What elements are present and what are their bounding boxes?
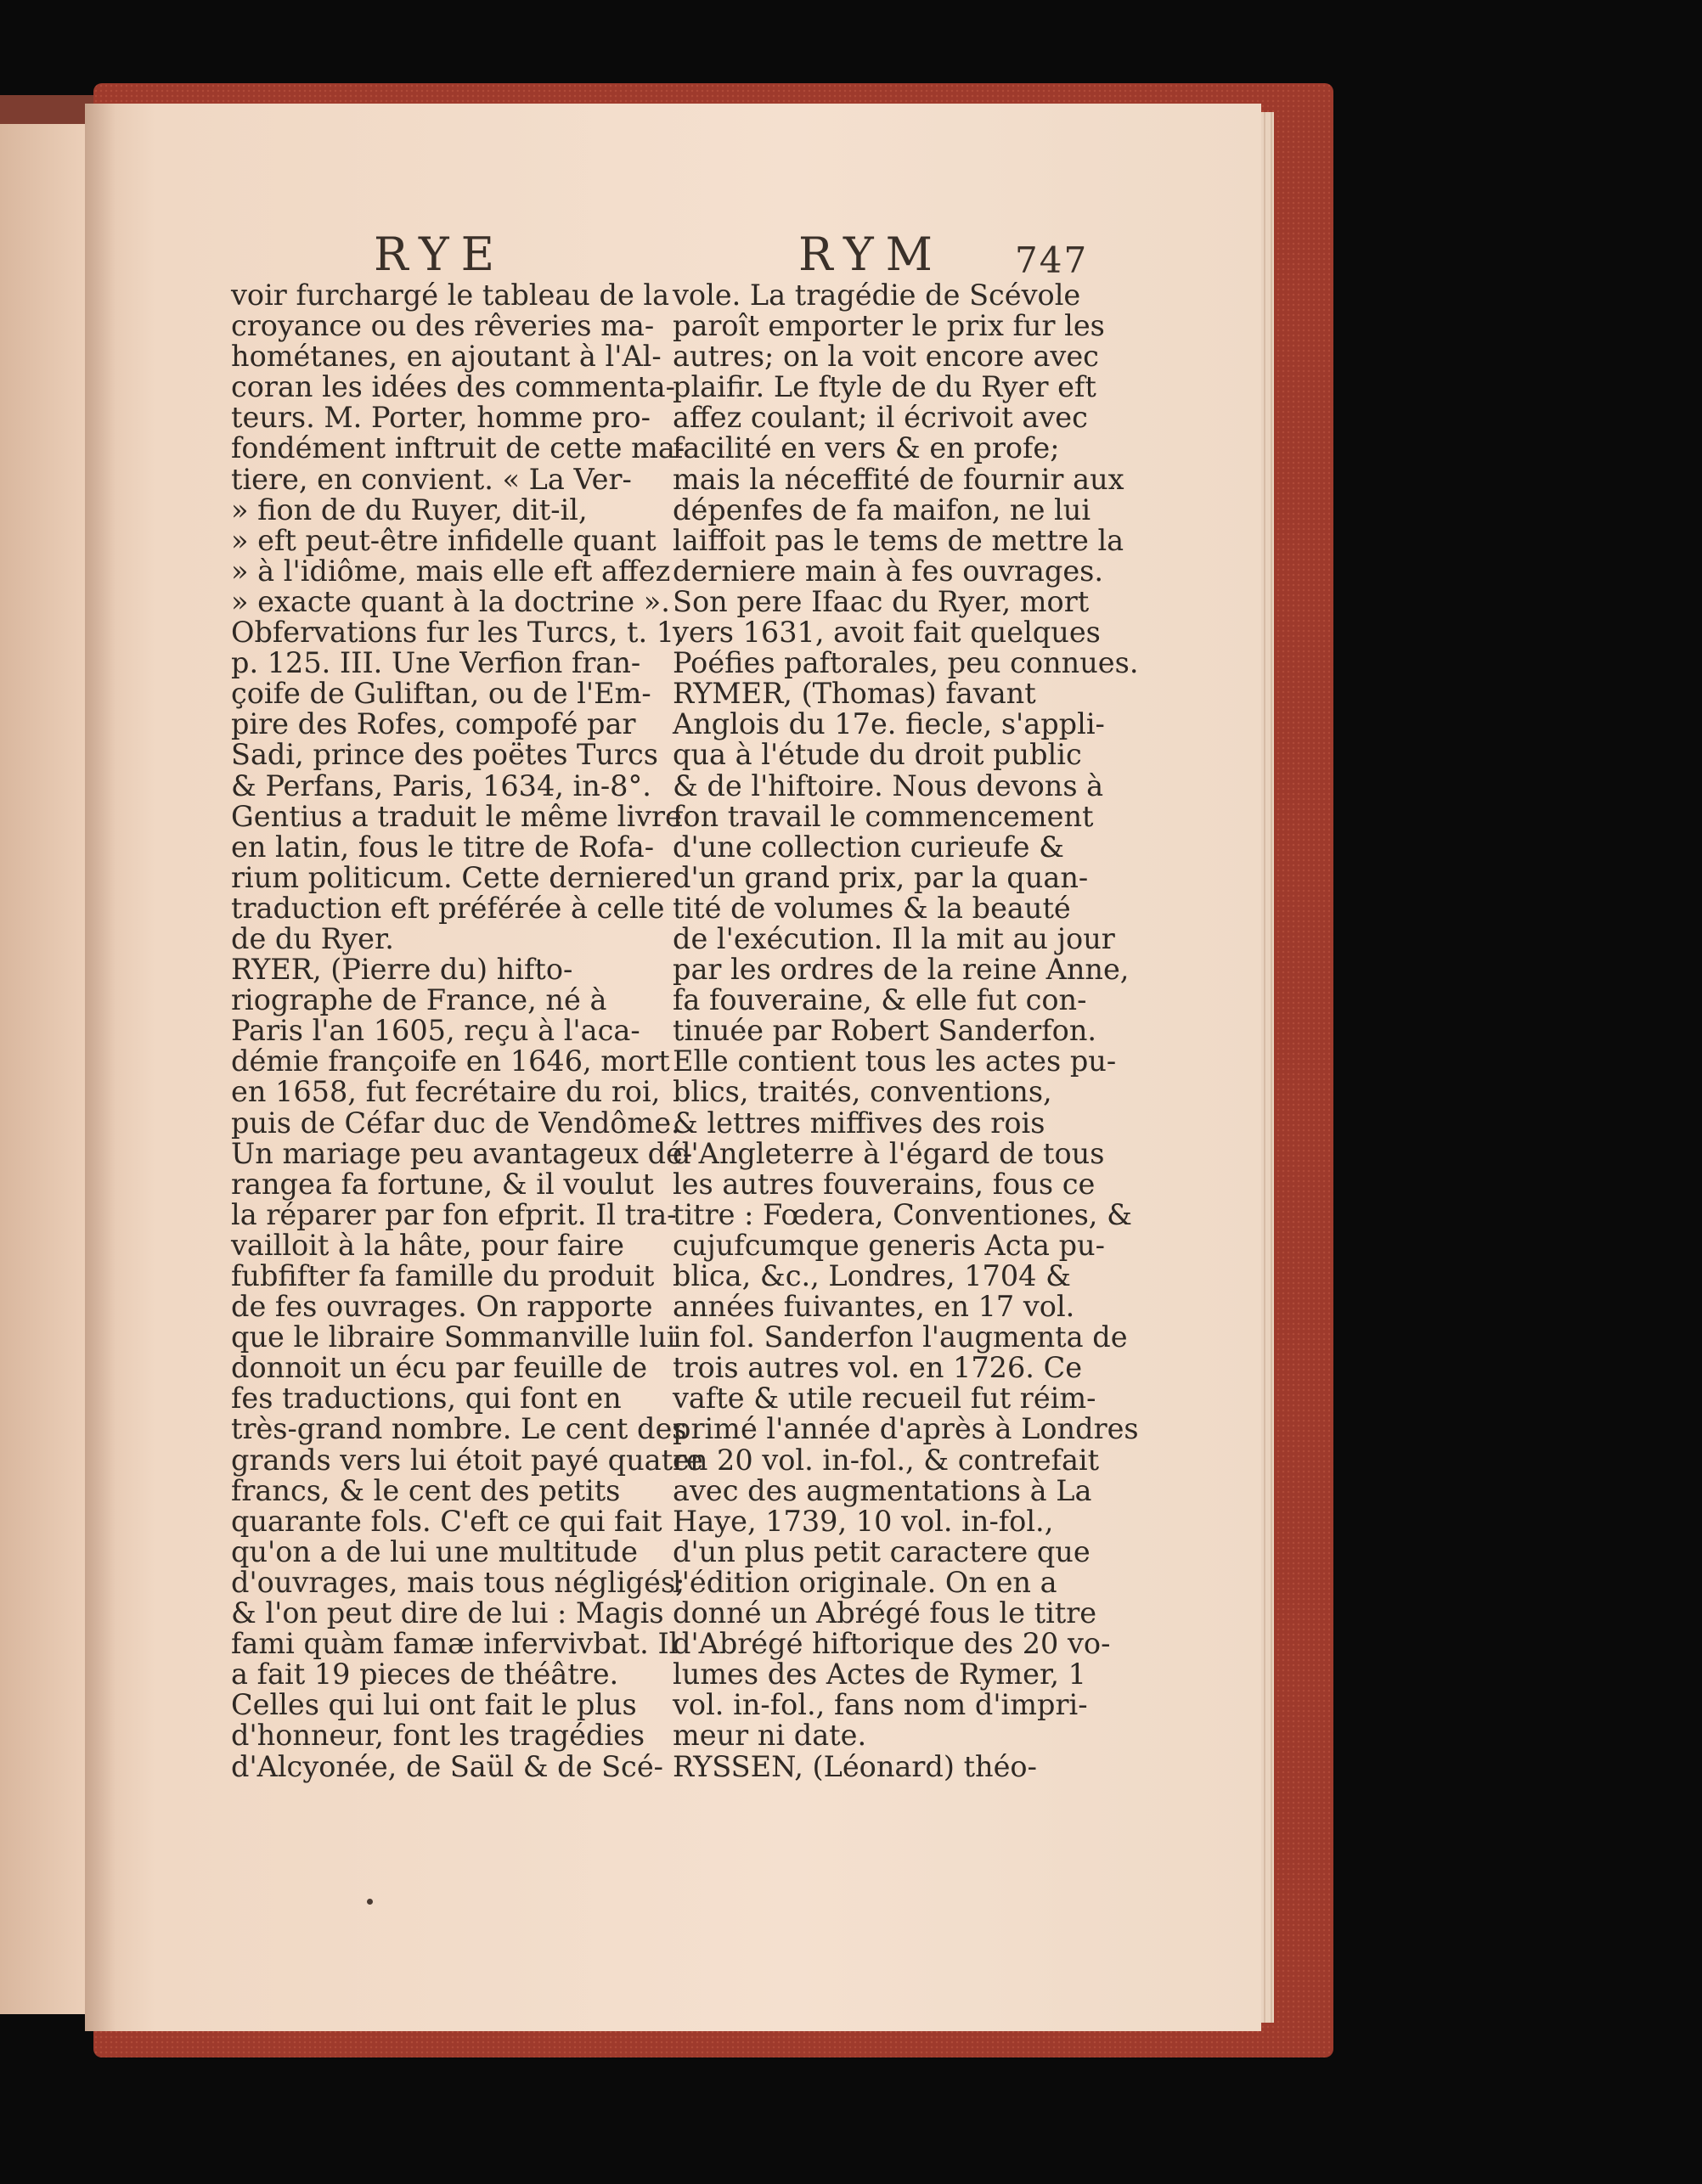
text-line: fami quàm famæ infervivbat. Il: [231, 1627, 679, 1661]
text-line: vers 1631, avoit fait quelques: [673, 616, 1101, 650]
text-line: Poéfies paftorales, peu connues.: [673, 646, 1139, 680]
text-line: vol. in-fol., fans nom d'impri-: [673, 1688, 1088, 1722]
text-line: Celles qui lui ont fait le plus: [231, 1688, 637, 1722]
text-line: donné un Abrégé fous le titre: [673, 1596, 1097, 1630]
text-line: rium politicum. Cette derniere: [231, 860, 673, 894]
text-line: quarante fols. C'eft ce qui fait: [231, 1504, 662, 1538]
text-line: d'un plus petit caractere que: [673, 1534, 1091, 1568]
text-line: Obfervations fur les Turcs, t. 1,: [231, 616, 684, 650]
text-line: démie françoife en 1646, mort: [231, 1044, 670, 1078]
text-line: p. 125. III. Une Verfion fran-: [231, 646, 641, 680]
text-line: les autres fouverains, fous ce: [673, 1167, 1096, 1201]
text-line: de l'exécution. Il la mit au jour: [673, 921, 1115, 955]
text-line: primé l'année d'après à Londres: [673, 1412, 1139, 1446]
text-line: d'Angleterre à l'égard de tous: [673, 1136, 1105, 1170]
text-line: çoife de Guliftan, ou de l'Em-: [231, 677, 651, 711]
text-line: de fes ouvrages. On rapporte: [231, 1290, 653, 1324]
text-line: plaifir. Le ftyle de du Ryer eft: [673, 370, 1096, 404]
page-number: 747: [1015, 239, 1089, 281]
text-line: fon travail le commencement: [673, 799, 1094, 833]
running-head-center: RYM: [798, 228, 944, 281]
text-line: par les ordres de la reine Anne,: [673, 953, 1130, 987]
text-line: l'édition originale. On en a: [673, 1565, 1057, 1599]
text-line: vailloit à la hâte, pour faire: [231, 1228, 624, 1262]
text-line: Gentius a traduit le même livre: [231, 799, 682, 833]
text-line: Anglois du 17e. fiecle, s'appli-: [673, 707, 1105, 741]
text-line: & Perfans, Paris, 1634, in-8°.: [231, 768, 651, 802]
text-line: tinuée par Robert Sanderfon.: [673, 1014, 1097, 1048]
right-text-column: [673, 280, 1139, 1782]
text-line: in fol. Sanderfon l'augmenta de: [673, 1320, 1128, 1354]
text-line: puis de Céfar duc de Vendôme.: [231, 1106, 680, 1140]
text-line: lumes des Actes de Rymer, 1: [673, 1658, 1086, 1691]
text-line: fa fouveraine, & elle fut con-: [673, 983, 1087, 1017]
text-line: RYER, (Pierre du) hifto-: [231, 953, 573, 987]
running-head-left: RYE: [374, 228, 507, 281]
text-line: d'un grand prix, par la quan-: [673, 860, 1089, 894]
text-line: mais la néceffité de fournir aux: [673, 462, 1124, 496]
text-line: la réparer par fon efprit. Il tra-: [231, 1197, 677, 1231]
text-line: fes traductions, qui font en: [231, 1382, 622, 1416]
text-line: vafte & utile recueil fut réim-: [673, 1382, 1096, 1416]
text-line: rangea fa fortune, & il voulut: [231, 1167, 654, 1201]
text-line: RYMER, (Thomas) favant: [673, 677, 1036, 711]
text-line: fubfifter fa famille du produit: [231, 1259, 655, 1292]
text-line: affez coulant; il écrivoit avec: [673, 401, 1088, 435]
spine-edge: [0, 95, 98, 124]
text-line: paroît emporter le prix fur les: [673, 309, 1105, 343]
text-line: années fuivantes, en 17 vol.: [673, 1290, 1075, 1324]
text-line: cujufcumque generis Acta pu-: [673, 1228, 1105, 1262]
text-line: d'une collection curieufe &: [673, 830, 1064, 864]
text-line: croyance ou des rêveries ma-: [231, 309, 655, 343]
text-line: de du Ryer.: [231, 921, 394, 955]
text-line: RYSSEN, (Léonard) théo-: [673, 1749, 1037, 1783]
text-line: Un mariage peu avantageux dé-: [231, 1136, 693, 1170]
text-line: Son pere Ifaac du Ryer, mort: [673, 584, 1090, 618]
text-line: & l'on peut dire de lui : Magis: [231, 1596, 664, 1630]
text-line: d'Alcyonée, de Saül & de Scé-: [231, 1749, 663, 1783]
text-line: coran les idées des commenta-: [231, 370, 675, 404]
text-line: autres; on la voit encore avec: [673, 340, 1099, 374]
text-line: hométanes, en ajoutant à l'Al-: [231, 340, 662, 374]
text-line: avec des augmentations à La: [673, 1473, 1092, 1507]
text-line: Paris l'an 1605, reçu à l'aca-: [231, 1014, 640, 1048]
text-line: en 1658, fut fecrétaire du roi,: [231, 1075, 661, 1109]
text-line: » fion de du Ruyer, dit-il,: [231, 493, 588, 526]
text-line: derniere main à fes ouvrages.: [673, 554, 1104, 588]
text-line: qu'on a de lui une multitude: [231, 1534, 638, 1568]
text-line: teurs. M. Porter, homme pro-: [231, 401, 651, 435]
text-line: laiffoit pas le tems de mettre la: [673, 523, 1124, 557]
text-line: » eft peut-être infidelle quant: [231, 523, 657, 557]
text-line: qua à l'étude du droit public: [673, 738, 1082, 772]
text-line: vole. La tragédie de Scévole: [673, 279, 1081, 312]
left-text-column: [231, 280, 703, 1782]
text-line: en 20 vol. in-fol., & contrefait: [673, 1443, 1100, 1477]
text-line: & de l'hiftoire. Nous devons à: [673, 768, 1104, 802]
left-page-edge: [0, 104, 98, 2014]
text-line: fondément inftruit de cette ma-: [231, 431, 685, 465]
text-line: trois autres vol. en 1726. Ce: [673, 1351, 1083, 1385]
ink-speck: [367, 1899, 373, 1905]
text-line: tité de volumes & la beauté: [673, 891, 1071, 925]
text-line: voir furchargé le tableau de la: [231, 279, 670, 312]
text-line: d'ouvrages, mais tous négligés;: [231, 1565, 685, 1599]
text-line: dépenfes de fa maifon, ne lui: [673, 493, 1091, 526]
text-line: pire des Rofes, compofé par: [231, 707, 636, 741]
text-line: d'Abrégé hiftorique des 20 vo-: [673, 1627, 1111, 1661]
text-line: facilité en vers & en profe;: [673, 431, 1060, 465]
text-line: Sadi, prince des poëtes Turcs: [231, 738, 658, 772]
text-line: riographe de France, né à: [231, 983, 607, 1017]
page-gutter-shadow: [85, 104, 116, 2031]
text-line: en latin, fous le titre de Rofa-: [231, 830, 655, 864]
text-line: meur ni date.: [673, 1719, 867, 1753]
text-line: blica, &c., Londres, 1704 &: [673, 1259, 1071, 1292]
text-line: » exacte quant à la doctrine ».: [231, 584, 670, 618]
text-line: francs, & le cent des petits: [231, 1473, 621, 1507]
text-line: titre : Fœdera, Conventiones, &: [673, 1197, 1132, 1231]
text-line: grands vers lui étoit payé quatre: [231, 1443, 703, 1477]
text-line: blics, traités, conventions,: [673, 1075, 1052, 1109]
text-line: traduction eft préférée à celle: [231, 891, 665, 925]
text-line: Elle contient tous les actes pu-: [673, 1044, 1117, 1078]
text-line: » à l'idiôme, mais elle eft affez: [231, 554, 671, 588]
text-line: a fait 19 pieces de théâtre.: [231, 1658, 619, 1691]
text-line: & lettres miffives des rois: [673, 1106, 1045, 1140]
text-line: donnoit un écu par feuille de: [231, 1351, 648, 1385]
text-line: d'honneur, font les tragédies: [231, 1719, 645, 1753]
text-line: Haye, 1739, 10 vol. in-fol.,: [673, 1504, 1054, 1538]
text-line: très-grand nombre. Le cent des: [231, 1412, 687, 1446]
text-line: tiere, en convient. « La Ver-: [231, 462, 632, 496]
text-line: que le libraire Sommanville lui: [231, 1320, 676, 1354]
